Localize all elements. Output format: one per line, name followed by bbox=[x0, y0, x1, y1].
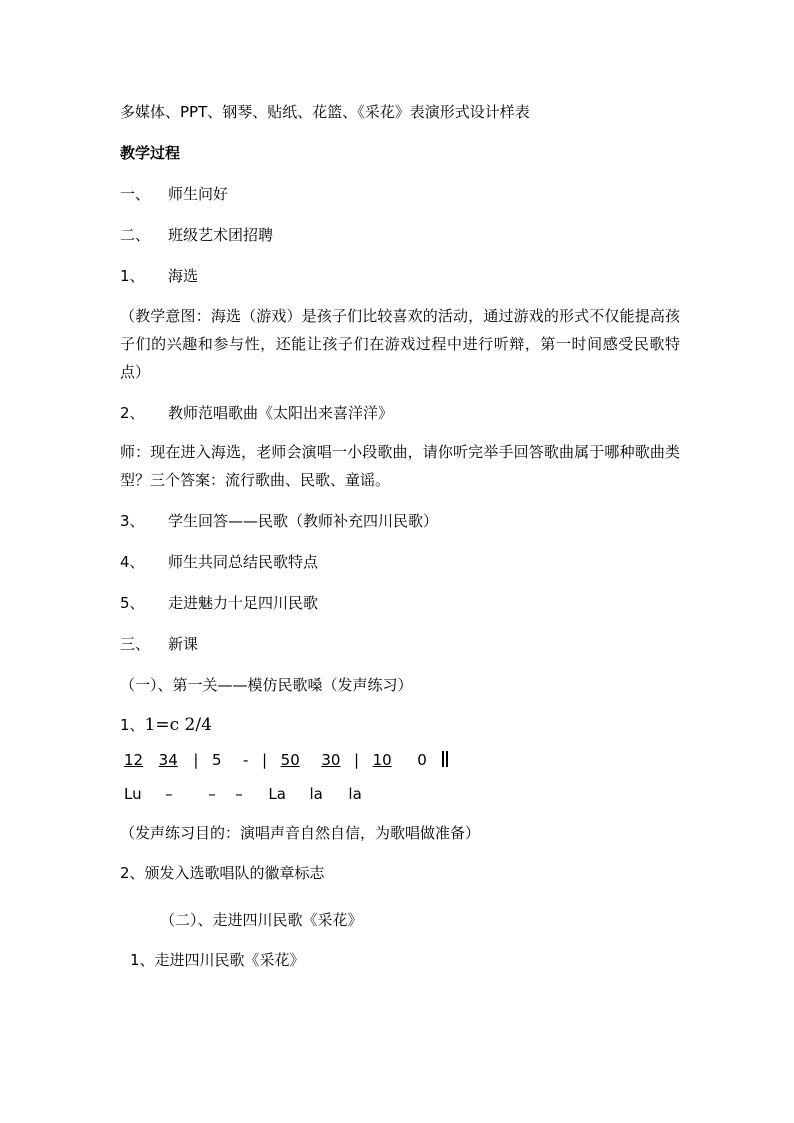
materials-line: 多媒体、PPT、钢琴、贴纸、花篮、《采花》表演形式设计样表 bbox=[120, 103, 530, 121]
note-group: 30 bbox=[321, 751, 341, 769]
bar-line: | bbox=[353, 751, 360, 769]
list-item-number: 二、 bbox=[120, 226, 151, 244]
end-bar-line bbox=[446, 751, 448, 767]
note: 0 bbox=[417, 751, 427, 769]
list-item-number: 5、 bbox=[120, 594, 145, 612]
purpose-line: （发声练习目的：演唱声音自然自信，为歌唱做准备） bbox=[120, 824, 481, 842]
lyric: la bbox=[309, 785, 323, 803]
list-item-text: 师生共同总结民歌特点 bbox=[168, 553, 319, 571]
last-line: 1、走进四川民歌《采花》 bbox=[130, 951, 305, 969]
list-item-number: 3、 bbox=[120, 512, 145, 530]
teaching-intent-paragraph: （教学意图：海选（游戏）是孩子们比较喜欢的活动，通过游戏的形式不仅能提高孩子们的兴趣和参与性，还能让孩子们在游戏过程中进行听辩，第一时间感受民歌特点） bbox=[120, 307, 680, 381]
list-item-number: 三、 bbox=[120, 635, 151, 653]
lyric: la bbox=[348, 785, 362, 803]
key-signature-line bbox=[120, 715, 212, 735]
note-dash: - bbox=[243, 751, 249, 769]
list-item bbox=[120, 593, 318, 613]
list-item-text: 师生问好 bbox=[168, 185, 229, 203]
list-item-text: 班级艺术团招聘 bbox=[168, 226, 274, 244]
list-item bbox=[120, 403, 393, 423]
list-item-number: 一、 bbox=[120, 185, 151, 203]
list-item bbox=[120, 634, 198, 654]
lyric: – bbox=[208, 785, 216, 803]
list-item-number: 4、 bbox=[120, 553, 145, 571]
list-item bbox=[120, 511, 438, 531]
list-item bbox=[120, 184, 228, 204]
section-heading: 教学过程 bbox=[120, 144, 181, 162]
list-item-number: 2、 bbox=[120, 404, 145, 422]
note: 5 bbox=[211, 751, 222, 769]
list-item-text: 学生回答——民歌（教师补充四川民歌） bbox=[168, 512, 439, 530]
list-item bbox=[120, 225, 273, 245]
key-prefix: 1、 bbox=[120, 716, 145, 734]
bar-line: | bbox=[262, 751, 268, 769]
note-group: 10 bbox=[372, 751, 392, 769]
badge-line: 2、颁发入选歌唱队的徽章标志 bbox=[120, 864, 325, 882]
lyric: – bbox=[165, 785, 173, 803]
note-group: 12 bbox=[124, 751, 144, 769]
lyrics-line bbox=[124, 785, 362, 803]
subsection-heading: （一）、第一关——模仿民歌嗓（发声练习） bbox=[120, 676, 413, 694]
teacher-paragraph: 师：现在进入海选，老师会演唱一小段歌曲，请你听完举手回答歌曲属于哪种歌曲类型？三个答案：流行歌曲、民歌、童谣。 bbox=[120, 443, 680, 489]
key-signature: 1=c 2/4 bbox=[144, 715, 212, 735]
list-item bbox=[120, 266, 198, 286]
end-bar-line bbox=[442, 751, 444, 767]
list-item-number: 1、 bbox=[120, 267, 145, 285]
note-group: 34 bbox=[158, 751, 178, 769]
bar-line: | bbox=[193, 751, 199, 769]
list-item-text: 教师范唱歌曲《太阳出来喜洋洋》 bbox=[168, 404, 394, 422]
note-group: 50 bbox=[280, 751, 300, 769]
list-item-text: 海选 bbox=[168, 267, 199, 285]
lyric: La bbox=[268, 785, 286, 803]
subsection-heading: （二）、走进四川民歌《采花》 bbox=[160, 911, 363, 929]
lyric: Lu bbox=[124, 785, 142, 803]
list-item bbox=[120, 552, 318, 572]
list-item-text: 新课 bbox=[168, 635, 199, 653]
lyric: – bbox=[235, 785, 243, 803]
list-item-text: 走进魅力十足四川民歌 bbox=[168, 594, 319, 612]
notation-line bbox=[124, 751, 448, 769]
